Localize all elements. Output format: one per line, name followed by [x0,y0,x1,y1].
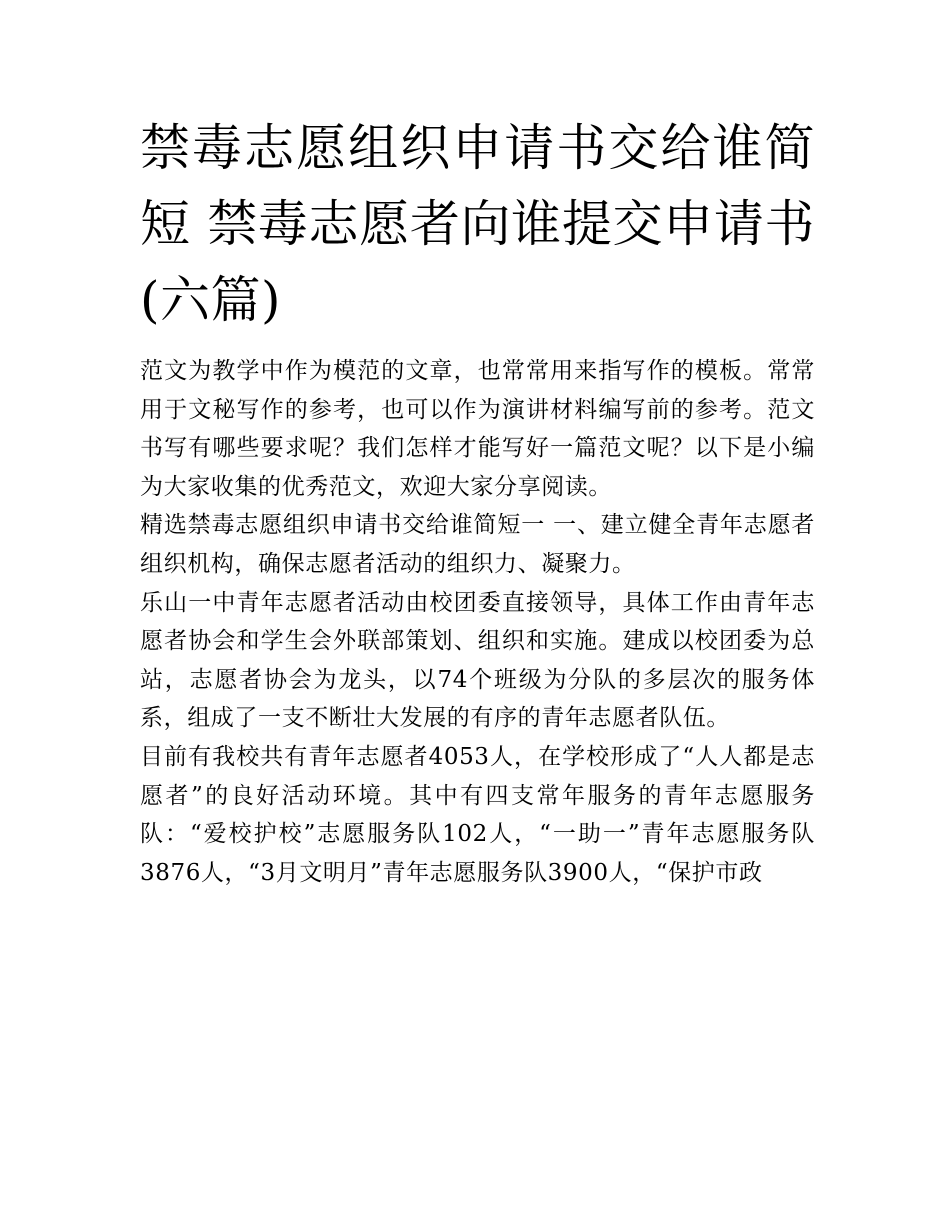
paragraph-section-one: 精选禁毒志愿组织申请书交给谁简短一 一、建立健全青年志愿者组织机构，确保志愿者活动的组织力、凝聚力。 [140,512,815,577]
document-title: 禁毒志愿组织申请书交给谁简短 禁毒志愿者向谁提交申请书(六篇) [140,119,815,329]
document-content [140,110,815,892]
title-block [140,110,815,338]
paragraph-volunteer-count: 目前有我校共有青年志愿者4053人，在学校形成了“人人都是志愿者”的良好活动环境。其中有四支常年服务的青年志愿服务队：“爱校护校”志愿服务队102人，“一助一”青年志愿服务队3876人，“3月文明月”青年志愿服务队3900人，“保护市政 [140,743,815,886]
paragraph-organization: 乐山一中青年志愿者活动由校团委直接领导，具体工作由青年志愿者协会和学生会外联部策划、组织和实施。建成以校团委为总站，志愿者协会为龙头，以74个班级为分队的多层次的服务体系，组成了一支不断壮大发展的有序的青年志愿者队伍。 [140,589,815,732]
paragraph-intro: 范文为教学中作为模范的文章，也常常用来指写作的模板。常常用于文秘写作的参考，也可以作为演讲材料编写前的参考。范文书写有哪些要求呢？我们怎样才能写好一篇范文呢？以下是小编为大家收集的优秀范文，欢迎大家分享阅读。 [140,358,815,500]
